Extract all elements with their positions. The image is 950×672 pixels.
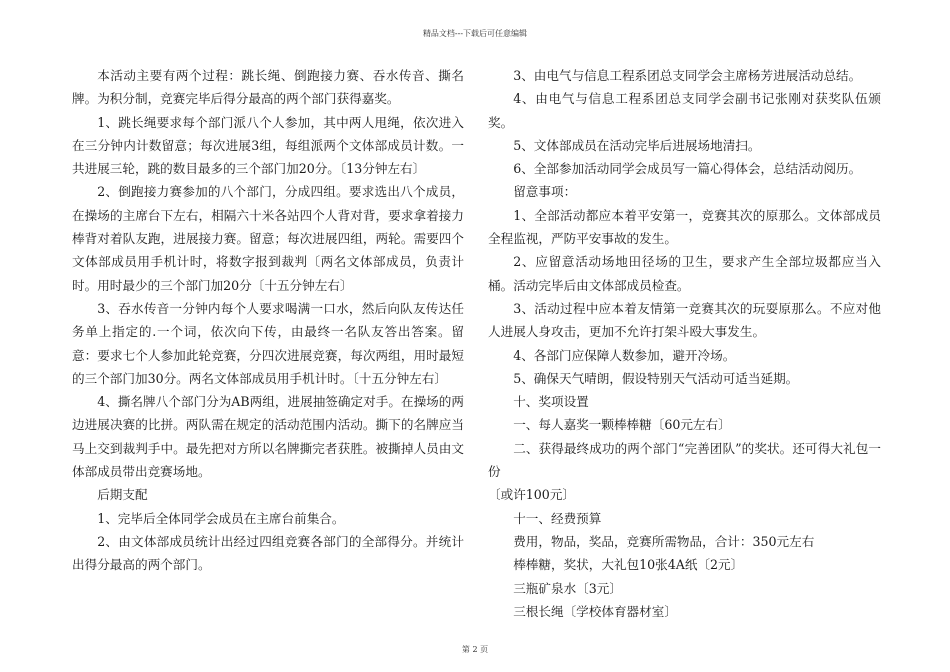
- paragraph: 〔或许100元〕: [488, 487, 576, 503]
- paragraph: 5、确保天气晴朗，假设特别天气活动可适当延期。: [513, 370, 799, 386]
- right-column: [488, 64, 881, 623]
- section-heading: 十、奖项设置: [513, 394, 589, 410]
- paragraph: 3、活动过程中应本着友情第一竞赛其次的玩耍原那么。不应对他人进展人身攻击，更加不允许打架斗殴大事发生。: [488, 300, 881, 340]
- paragraph: 一、每人嘉奖一颗棒棒糖〔60元左右〕: [513, 417, 731, 433]
- paragraph: 三根长绳〔学校体育器材室〕: [513, 603, 677, 619]
- paragraph: 2、由文体部成员统计出经过四组竞赛各部门的全部得分。并统计出得分最高的两个部门。: [72, 533, 464, 573]
- paragraph: 费用，物品，奖品，竞赛所需物品，合计：350元左右: [513, 533, 815, 549]
- paragraph: 4、撕名牌八个部门分为AB两组，进展抽签确定对手。在操场的两边进展决赛的比拼。两队需在规定的活动范围内活动。撕下的名牌应当马上交到裁判手中。最先把对方所以名牌撕完者获胜。被撕掉人员由文体部成员带出竞赛场地。: [72, 394, 464, 480]
- paragraph: 4、由电气与信息工程系团总支同学会副书记张刚对获奖队伍颁奖。: [488, 91, 881, 130]
- paragraph: 2、应留意活动场地田径场的卫生，要求产生全部垃圾都应当入桶。活动完毕后由文体部成员检查。: [488, 254, 881, 293]
- paragraph: 二、获得最终成功的两个部门“完善团队”的奖状。还可得大礼包一份: [488, 440, 881, 480]
- section-heading: 后期支配: [97, 487, 148, 503]
- paragraph: 1、跳长绳要求每个部门派八个人参加，其中两人甩绳，依次进入在三分钟内计数留意；每次进展3组，每组派两个文体部成员计数。一共进展三轮，跳的数目最多的三个部门加20分。〔13分钟左右〕: [72, 114, 464, 177]
- section-heading: 十一、经费预算: [513, 510, 602, 526]
- paragraph: 1、全部活动都应本着平安第一，竞赛其次的原那么。文体部成员全程监视，严防平安事故的发生。: [488, 207, 881, 247]
- paragraph: 3、吞水传音一分钟内每个人要求喝满一口水，然后向队友传达任务单上指定的.一个词，依次向下传，由最终一名队友答出答案。留意：要求七个人参加此轮竞赛，分四次进展竞赛，每次两组，用时最短的三个部门加30分。两名文体部成员用手机计时。〔十五分钟左右〕: [72, 300, 464, 386]
- paragraph: 4、各部门应保障人数参加，避开冷场。: [513, 347, 736, 363]
- paragraph: 3、由电气与信息工程系团总支同学会主席杨芳进展活动总结。: [513, 68, 862, 83]
- left-column: [72, 64, 464, 577]
- section-heading: 留意事项：: [513, 184, 577, 200]
- page-header: 精品文档---下载后可任意编辑: [422, 29, 528, 38]
- paragraph: 三瓶矿泉水〔3元〕: [513, 580, 622, 596]
- paragraph: 2、倒跑接力赛参加的八个部门，分成四组。要求选出八个成员，在操场的主席台下左右，相隔六十米各站四个人背对背，要求拿着接力棒背对着队友跑，进展接力赛。留意；每次进展四组，两轮。需要四个文体部成员用手机计时，将数字报到裁判〔两名文体部成员，负责计时。用时最少的三个部门加20分〔十五分钟左右〕: [72, 184, 464, 293]
- paragraph: 5、文体部成员在活动完毕后进展场地清扫。: [513, 137, 761, 153]
- paragraph: 本活动主要有两个过程：跳长绳、倒跑接力赛、吞水传音、撕名牌。为积分制，竞赛完毕后得分最高的两个部门获得嘉奖。: [72, 68, 464, 107]
- paragraph: 1、完毕后全体同学会成员在主席台前集合。: [97, 510, 345, 526]
- paragraph: 6、全部参加活动同学会成员写一篇心得体会，总结活动阅历。: [513, 161, 862, 177]
- paragraph: 棒棒糖，奖状，大礼包10张4A纸〔2元〕: [513, 557, 744, 573]
- page-number: 第 2 页: [461, 645, 489, 654]
